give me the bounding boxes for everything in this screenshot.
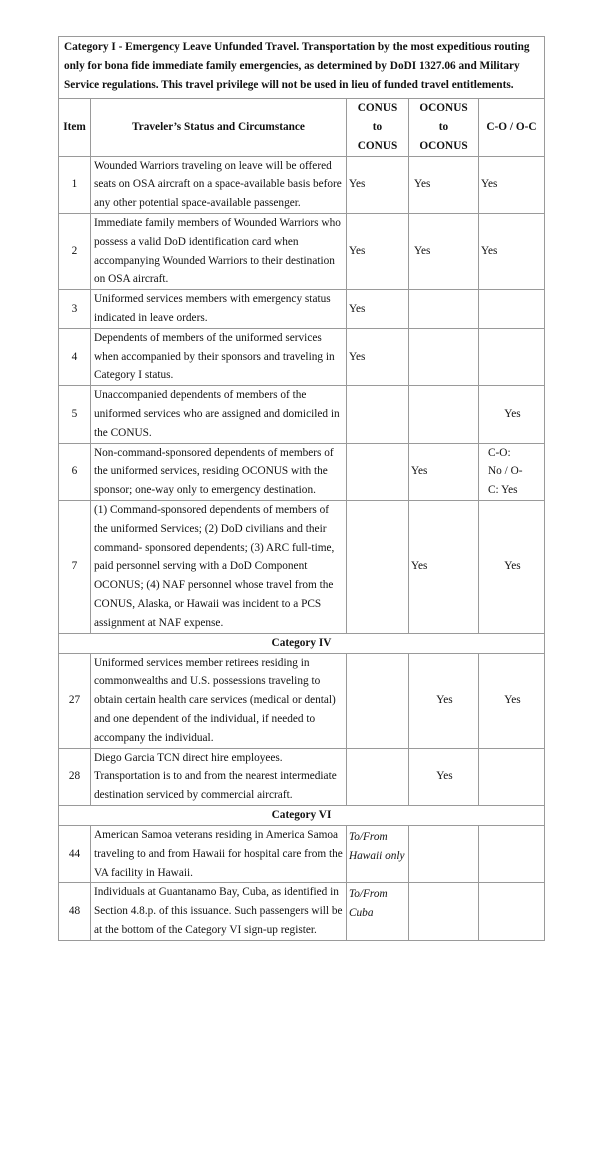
- category-iv-label: Category IV: [59, 633, 545, 653]
- conus-value: Yes: [347, 214, 409, 290]
- co-oc-value: [479, 328, 545, 385]
- category-vi-row: [59, 805, 545, 825]
- status-text: Dependents of members of the uniformed services when accompanied by their sponsors and traveling in Category I status.: [91, 328, 347, 385]
- item-number: 27: [59, 653, 91, 748]
- table-row: [59, 500, 545, 633]
- table-row: [59, 328, 545, 385]
- item-number: 3: [59, 290, 91, 329]
- table-row: [59, 214, 545, 290]
- conus-value: Yes: [347, 156, 409, 213]
- oconus-value: Yes: [409, 653, 479, 748]
- conus-value: To/From Hawaii only: [347, 825, 409, 882]
- conus-value: Yes: [347, 328, 409, 385]
- col-oconus-header: OCONUS to OCONUS: [409, 98, 479, 156]
- status-text: Diego Garcia TCN direct hire employees. Transportation is to and from the nearest intermediate destination serviced by commercial aircraft.: [91, 748, 347, 805]
- status-text: Uniformed services members with emergency status indicated in leave orders.: [91, 290, 347, 329]
- oconus-value: [409, 386, 479, 443]
- table-row: [59, 290, 545, 329]
- category-vi-label: Category VI: [59, 805, 545, 825]
- co-oc-value: Yes: [479, 500, 545, 633]
- co-oc-value: [479, 290, 545, 329]
- col-co-oc-header: C-O / O-C: [479, 98, 545, 156]
- status-text: American Samoa veterans residing in America Samoa traveling to and from Hawaii for hospital care from the VA facility in Hawaii.: [91, 825, 347, 882]
- category-i-header: Category I - Emergency Leave Unfunded Travel. Transportation by the most expeditious routing only for bona fide immediate family emergencies, as determined by DoDI 1327.06 and Military Service regulations. This travel privilege will not be used in lieu of funded travel entitlements.: [59, 37, 545, 99]
- status-text: Unaccompanied dependents of members of the uniformed services who are assigned and domiciled in the CONUS.: [91, 386, 347, 443]
- oconus-value: Yes: [409, 214, 479, 290]
- leave-travel-table: [58, 36, 545, 941]
- conus-value: [347, 500, 409, 633]
- table-row: [59, 825, 545, 882]
- category-iv-row: [59, 633, 545, 653]
- co-oc-value: [479, 883, 545, 940]
- item-number: 2: [59, 214, 91, 290]
- oconus-value: [409, 883, 479, 940]
- co-oc-value: Yes: [479, 214, 545, 290]
- item-number: 5: [59, 386, 91, 443]
- table-row: [59, 883, 545, 940]
- status-text: (1) Command-sponsored dependents of members of the uniformed Services; (2) DoD civilians and their command- sponsored dependents; (3) ARC full-time, paid personnel serving with a DoD Component OCONUS; (4) NAF personnel whose travel from the CONUS, Alaska, or Hawaii was incident to a PCS assignment at NAF expense.: [91, 500, 347, 633]
- status-text: Immediate family members of Wounded Warriors who possess a valid DoD identification card when accompanying Wounded Warriors to their destination on OSA aircraft.: [91, 214, 347, 290]
- status-text: Wounded Warriors traveling on leave will be offered seats on OSA aircraft on a space-available basis before any other potential space-available passenger.: [91, 156, 347, 213]
- table-row: [59, 653, 545, 748]
- table-row: [59, 748, 545, 805]
- conus-value: To/From Cuba: [347, 883, 409, 940]
- col-status-header: Traveler’s Status and Circumstance: [91, 98, 347, 156]
- co-oc-value: [479, 748, 545, 805]
- co-oc-value: C-O: No / O- C: Yes: [479, 443, 545, 500]
- item-number: 4: [59, 328, 91, 385]
- conus-value: [347, 443, 409, 500]
- co-oc-value: Yes: [479, 386, 545, 443]
- oconus-value: [409, 328, 479, 385]
- item-number: 44: [59, 825, 91, 882]
- column-header-row: [59, 98, 545, 156]
- status-text: Individuals at Guantanamo Bay, Cuba, as identified in Section 4.8.p. of this issuance. Such passengers will be at the bottom of the Category VI sign-up register.: [91, 883, 347, 940]
- oconus-value: [409, 825, 479, 882]
- category-i-header-row: [59, 37, 545, 99]
- item-number: 48: [59, 883, 91, 940]
- status-text: Non-command-sponsored dependents of members of the uniformed services, residing OCONUS with the sponsor; one-way only to emergency destination.: [91, 443, 347, 500]
- oconus-value: [409, 290, 479, 329]
- conus-value: [347, 653, 409, 748]
- conus-value: Yes: [347, 290, 409, 329]
- conus-value: [347, 386, 409, 443]
- item-number: 1: [59, 156, 91, 213]
- oconus-value: Yes: [409, 156, 479, 213]
- table-row: [59, 386, 545, 443]
- co-oc-value: [479, 825, 545, 882]
- item-number: 6: [59, 443, 91, 500]
- col-item-header: Item: [59, 98, 91, 156]
- table-row: [59, 156, 545, 213]
- item-number: 7: [59, 500, 91, 633]
- oconus-value: Yes: [409, 748, 479, 805]
- co-oc-value: Yes: [479, 653, 545, 748]
- oconus-value: Yes: [409, 443, 479, 500]
- status-text: Uniformed services member retirees residing in commonwealths and U.S. possessions traveling to obtain certain health care services (medical or dental) and one dependent of the individual, if needed to accompany the individual.: [91, 653, 347, 748]
- item-number: 28: [59, 748, 91, 805]
- oconus-value: Yes: [409, 500, 479, 633]
- conus-value: [347, 748, 409, 805]
- col-conus-header: CONUS to CONUS: [347, 98, 409, 156]
- co-oc-value: Yes: [479, 156, 545, 213]
- table-row: [59, 443, 545, 500]
